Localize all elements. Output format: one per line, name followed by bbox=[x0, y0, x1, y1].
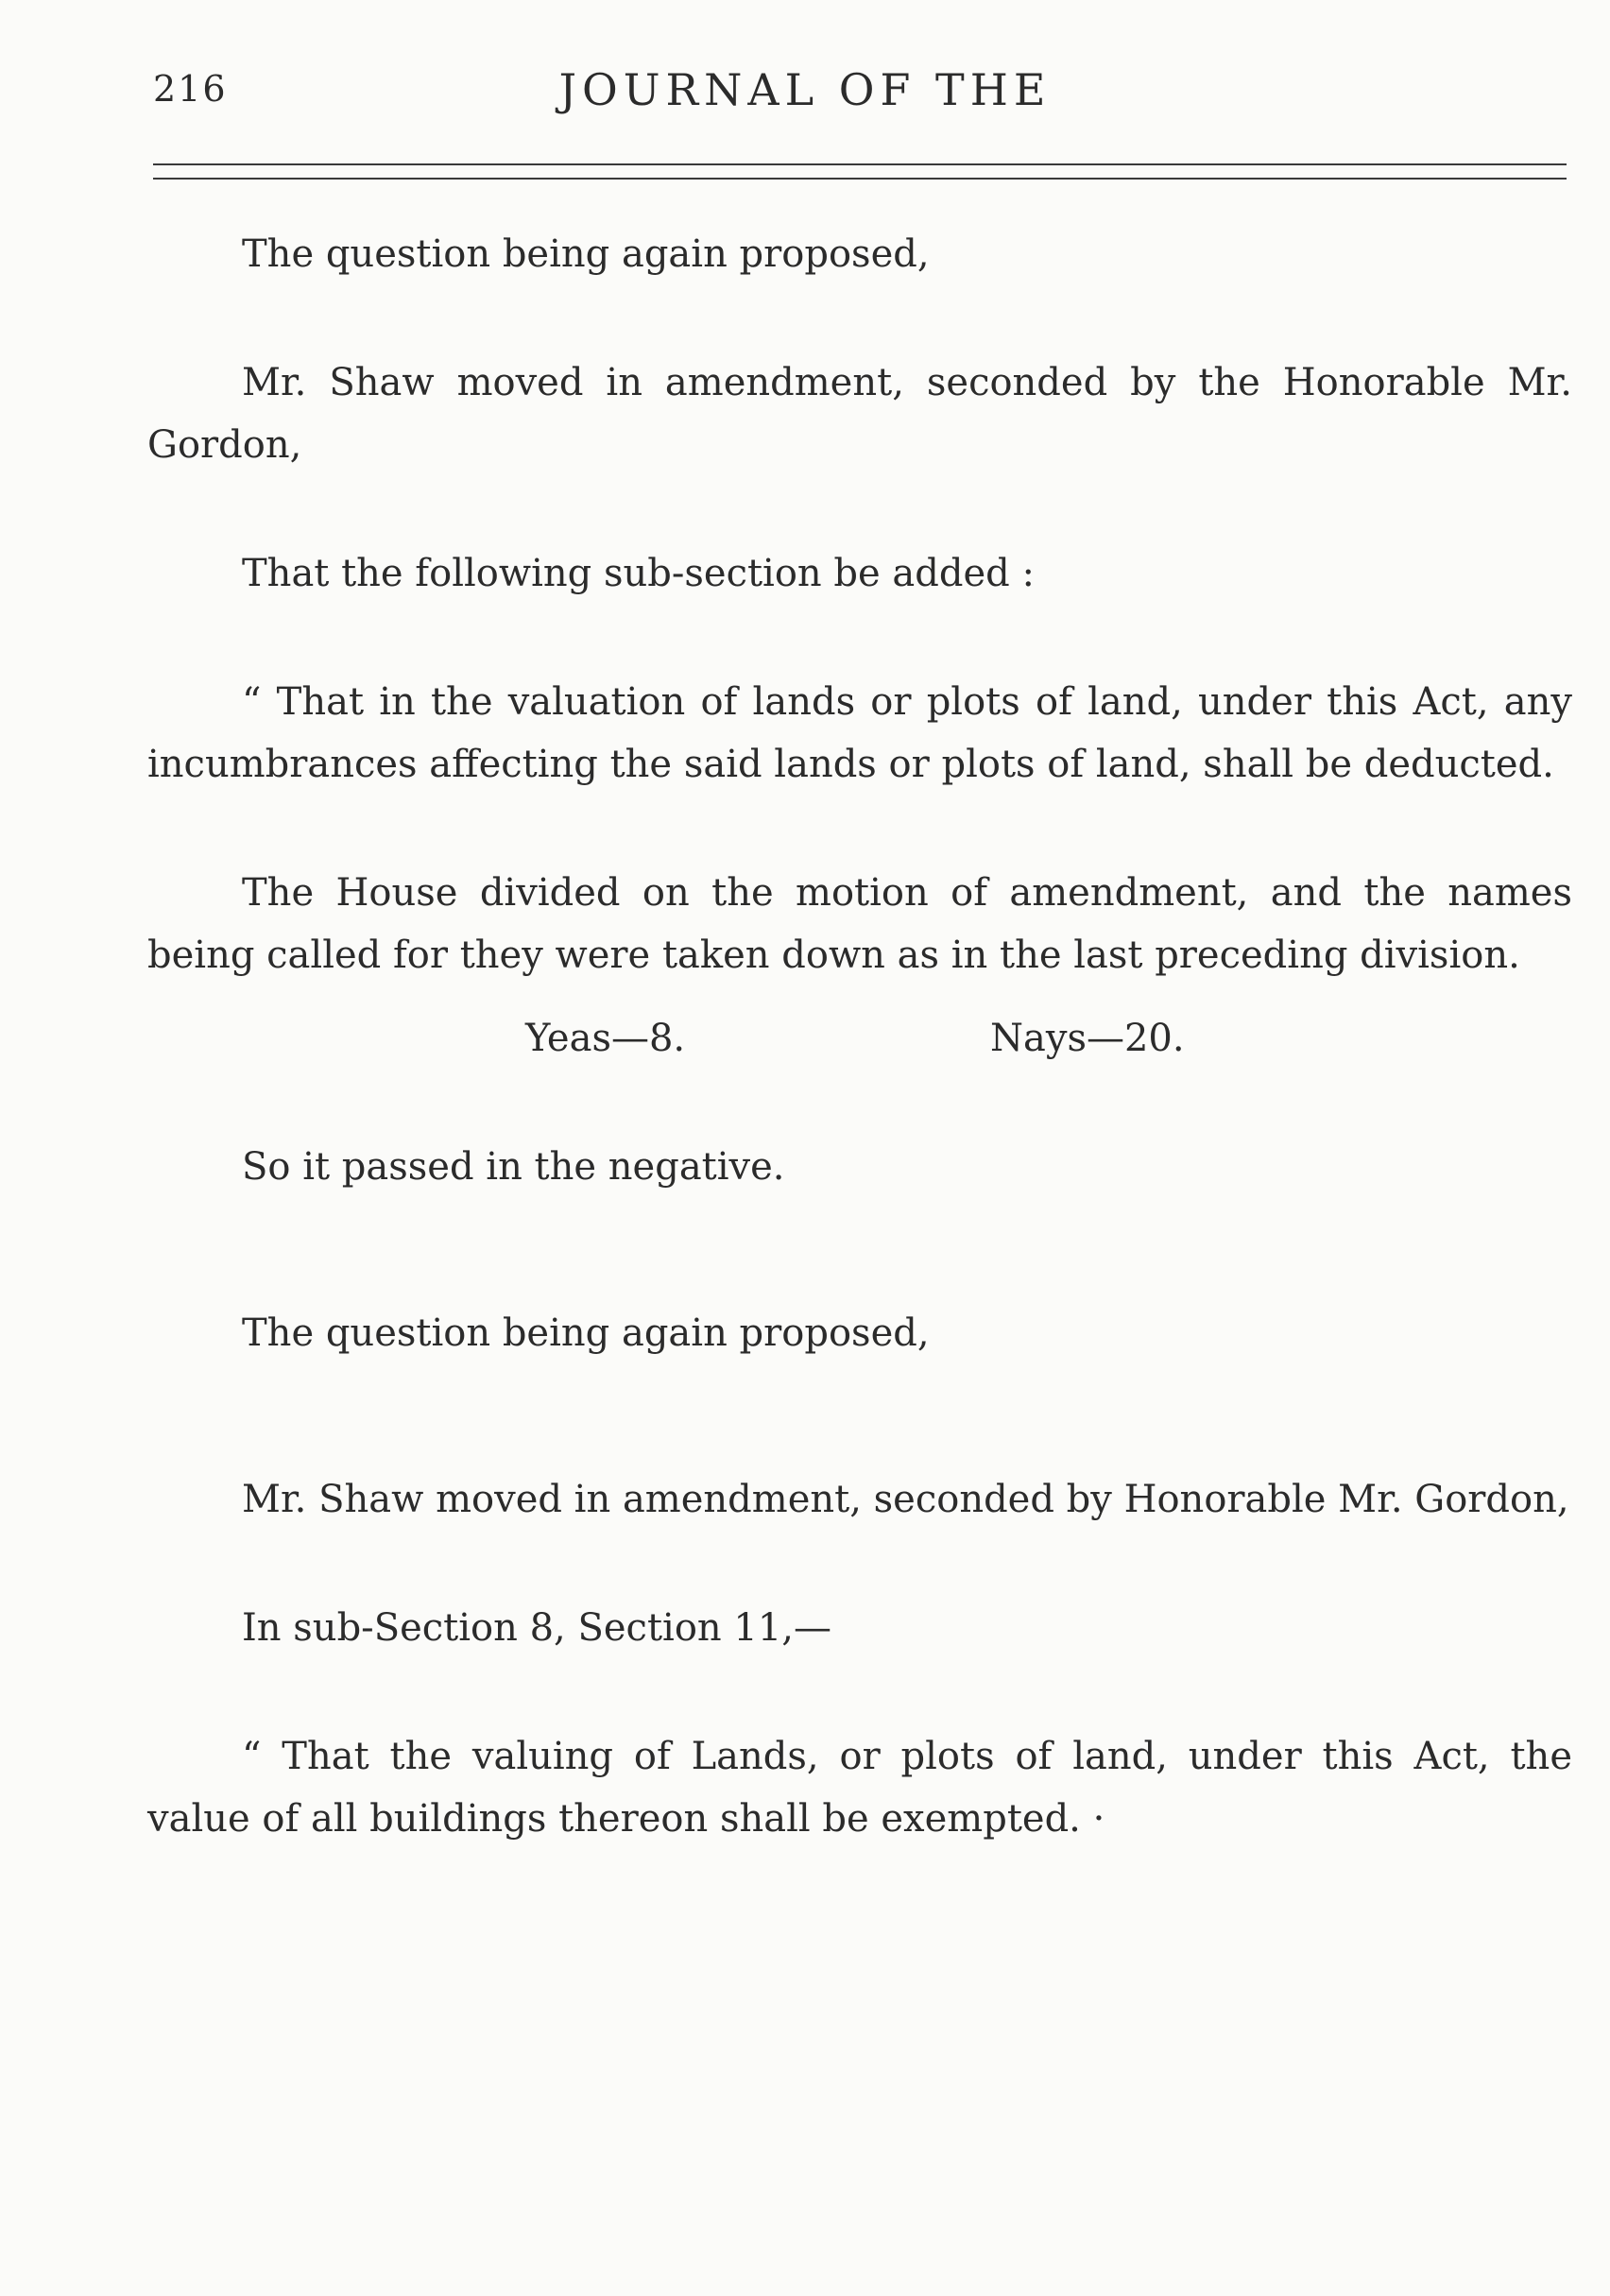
subsection-intro-paragraph: That the following sub-section be added : bbox=[242, 552, 1035, 595]
question-proposed-paragraph: The question being again proposed, bbox=[242, 232, 930, 276]
nays-count: Nays—20. bbox=[990, 1017, 1185, 1060]
motion-paragraph: Mr. Shaw moved in amendment, seconded by the Honorable Mr. Gordon, bbox=[147, 361, 1572, 467]
header-rule-bottom bbox=[153, 178, 1567, 180]
second-amendment-quote-paragraph: “ That the valuing of Lands, or plots of land, under this Act, the value of all buildings thereon shall be exempted. · bbox=[147, 1735, 1572, 1841]
amendment-quote-paragraph: “ That in the valuation of lands or plots of land, under this Act, any incumbrances affecting the said lands or plots of land, shall be deducted. bbox=[147, 680, 1572, 786]
question-proposed-again-paragraph: The question being again proposed, bbox=[242, 1311, 930, 1355]
journal-body bbox=[147, 223, 1572, 1850]
result-paragraph: So it passed in the negative. bbox=[242, 1145, 785, 1189]
division-result bbox=[147, 1007, 1572, 1070]
yeas-count: Yeas—8. bbox=[525, 1017, 686, 1060]
division-paragraph: The House divided on the motion of amendment, and the names being called for they were taken down as in the last preceding division. bbox=[147, 871, 1572, 977]
page-header bbox=[0, 0, 1610, 189]
header-rule-top bbox=[153, 163, 1567, 165]
second-motion-paragraph: Mr. Shaw moved in amendment, seconded by Honorable Mr. Gordon, bbox=[242, 1478, 1569, 1521]
section-reference-paragraph: In sub-Section 8, Section 11,— bbox=[242, 1606, 831, 1650]
page-number: 216 bbox=[153, 68, 228, 110]
running-head: JOURNAL OF THE bbox=[558, 64, 1052, 115]
